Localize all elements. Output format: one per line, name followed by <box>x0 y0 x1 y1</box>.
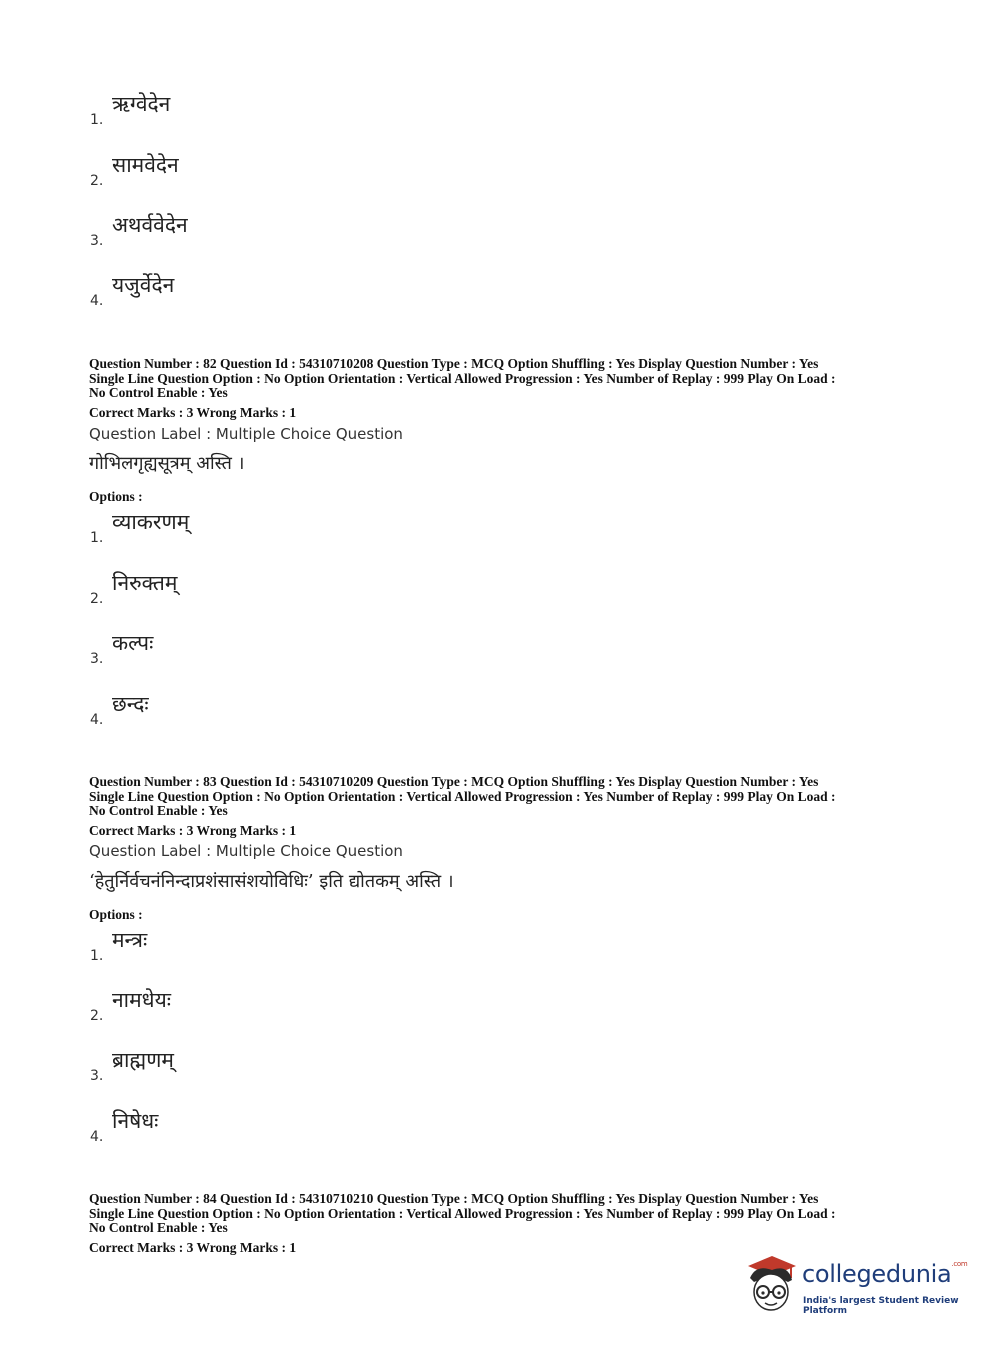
option-4[interactable] <box>90 271 490 311</box>
meta-line: Question Number : 84 Question Id : 54310710210 Question Type : MCQ Option Shuffling : Yes Display Question Number : Yes <box>89 1191 819 1206</box>
question-label: Question Label : Multiple Choice Question <box>89 425 403 443</box>
option-number: 4. <box>90 1129 104 1145</box>
logo-tagline: India's largest Student Review Platform <box>803 1296 959 1316</box>
options-heading: Options : <box>89 489 143 504</box>
option-3[interactable] <box>90 1046 490 1086</box>
meta-line: No Control Enable : Yes <box>89 1220 228 1235</box>
logo-brand <box>802 1260 967 1288</box>
options-heading: Options : <box>89 907 143 922</box>
option-number: 1. <box>90 112 104 128</box>
option-text: मन्त्रः <box>112 928 148 952</box>
option-number: 3. <box>90 1068 104 1084</box>
option-number: 1. <box>90 530 104 546</box>
marks-line: Correct Marks : 3 Wrong Marks : 1 <box>89 1240 297 1255</box>
option-number: 2. <box>90 1008 104 1024</box>
option-text: कल्पः <box>112 631 154 655</box>
meta-line: Single Line Question Option : No Option Orientation : Vertical Allowed Progression : Yes Number of Replay : 999 Play On Load : <box>89 1205 836 1221</box>
meta-line: Single Line Question Option : No Option Orientation : Vertical Allowed Progression : Yes Number of Replay : 999 Play On Load : <box>89 370 836 386</box>
question-text: ‘हेतुर्निर्वचनंनिन्दाप्रशंसासंशयोविधिः’ इति द्योतकम् अस्ति । <box>89 871 454 892</box>
option-2[interactable] <box>90 986 490 1026</box>
meta-line: Question Number : 83 Question Id : 54310710209 Question Type : MCQ Option Shuffling : Yes Display Question Number : Yes <box>89 774 819 789</box>
option-text: सामवेदेन <box>112 153 179 177</box>
option-number: 2. <box>90 591 104 607</box>
mascot-icon <box>742 1252 800 1316</box>
option-1[interactable] <box>90 926 490 966</box>
option-2[interactable] <box>90 569 490 609</box>
question-meta <box>89 775 919 819</box>
option-text: ब्राह्मणम् <box>112 1048 174 1072</box>
option-text: अथर्ववेदेन <box>112 213 188 237</box>
option-1[interactable] <box>90 508 490 548</box>
option-text: निषेधः <box>112 1109 159 1133</box>
option-4[interactable] <box>90 1107 490 1147</box>
question-meta <box>89 357 919 401</box>
option-3[interactable] <box>90 211 490 251</box>
meta-line: No Control Enable : Yes <box>89 803 228 818</box>
logo-dotcom: .com <box>951 1260 968 1268</box>
option-1[interactable] <box>90 90 490 130</box>
option-text: छन्दः <box>112 692 149 716</box>
option-number: 4. <box>90 712 104 728</box>
marks-line: Correct Marks : 3 Wrong Marks : 1 <box>89 823 297 838</box>
option-4[interactable] <box>90 690 490 730</box>
option-number: 3. <box>90 651 104 667</box>
option-2[interactable] <box>90 151 490 191</box>
option-text: नामधेयः <box>112 988 171 1012</box>
logo-brand-text: collegedunia <box>802 1260 952 1288</box>
collegedunia-logo[interactable] <box>742 1252 972 1316</box>
option-number: 3. <box>90 233 104 249</box>
question-text: गोभिलगृह्यसूत्रम् अस्ति । <box>89 453 245 474</box>
option-text: यजुर्वेदेन <box>112 273 175 297</box>
option-text: ऋग्वेदेन <box>112 92 171 116</box>
meta-line: Question Number : 82 Question Id : 54310710208 Question Type : MCQ Option Shuffling : Yes Display Question Number : Yes <box>89 356 819 371</box>
question-meta <box>89 1192 919 1236</box>
option-number: 1. <box>90 948 104 964</box>
marks-line: Correct Marks : 3 Wrong Marks : 1 <box>89 405 297 420</box>
option-number: 2. <box>90 173 104 189</box>
question-label: Question Label : Multiple Choice Question <box>89 842 403 860</box>
meta-line: No Control Enable : Yes <box>89 385 228 400</box>
option-number: 4. <box>90 293 104 309</box>
option-text: निरुक्तम् <box>112 571 178 595</box>
option-3[interactable] <box>90 629 490 669</box>
meta-line: Single Line Question Option : No Option Orientation : Vertical Allowed Progression : Yes Number of Replay : 999 Play On Load : <box>89 788 836 804</box>
option-text: व्याकरणम् <box>112 510 190 534</box>
